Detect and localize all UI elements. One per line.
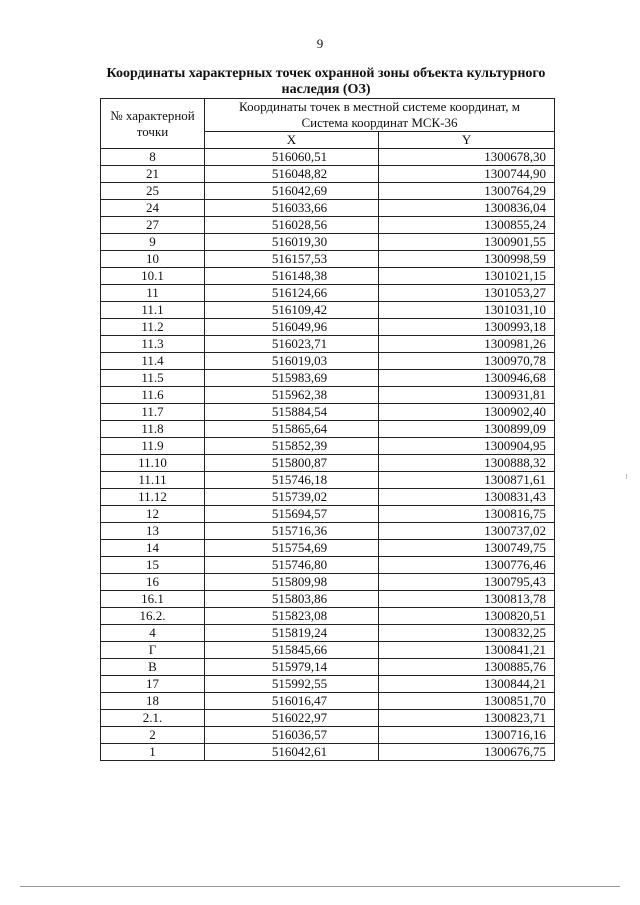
table-row	[101, 727, 555, 744]
y-coordinate-cell: 1300970,78	[379, 353, 555, 370]
point-number-cell: В	[101, 659, 205, 676]
point-number-cell: 2.1.	[101, 710, 205, 727]
x-coordinate-cell: 515992,55	[205, 676, 379, 693]
y-coordinate-cell: 1300831,43	[379, 489, 555, 506]
y-coordinate-cell: 1300851,70	[379, 693, 555, 710]
table-row	[101, 404, 555, 421]
y-coordinate-cell: 1300899,09	[379, 421, 555, 438]
point-number-cell: 11.7	[101, 404, 205, 421]
point-number-cell: 12	[101, 506, 205, 523]
margin-mark	[626, 474, 627, 479]
x-coordinate-cell: 515962,38	[205, 387, 379, 404]
table-row	[101, 506, 555, 523]
point-number-cell: 17	[101, 676, 205, 693]
x-coordinate-cell: 515823,08	[205, 608, 379, 625]
point-number-cell: 16	[101, 574, 205, 591]
y-coordinate-cell: 1301053,27	[379, 285, 555, 302]
table-row	[101, 676, 555, 693]
table-body	[101, 149, 555, 761]
x-coordinate-cell: 515746,18	[205, 472, 379, 489]
x-coordinate-cell: 516028,56	[205, 217, 379, 234]
point-number-cell: 8	[101, 149, 205, 166]
y-coordinate-cell: 1300795,43	[379, 574, 555, 591]
y-coordinate-cell: 1300776,46	[379, 557, 555, 574]
y-coordinate-cell: 1300841,21	[379, 642, 555, 659]
y-coordinate-cell: 1300678,30	[379, 149, 555, 166]
table-row	[101, 421, 555, 438]
table-row	[101, 693, 555, 710]
y-coordinate-cell: 1300676,75	[379, 744, 555, 761]
x-coordinate-cell: 515845,66	[205, 642, 379, 659]
x-coordinate-cell: 516042,69	[205, 183, 379, 200]
table-row	[101, 557, 555, 574]
table-row	[101, 251, 555, 268]
table-row	[101, 319, 555, 336]
table-row	[101, 200, 555, 217]
point-number-cell: 11.9	[101, 438, 205, 455]
y-coordinate-cell: 1301021,15	[379, 268, 555, 285]
x-coordinate-cell: 515739,02	[205, 489, 379, 506]
y-coordinate-cell: 1300744,90	[379, 166, 555, 183]
table-row	[101, 489, 555, 506]
x-coordinate-cell: 515746,80	[205, 557, 379, 574]
point-number-cell: 11.5	[101, 370, 205, 387]
point-number-cell: 11.4	[101, 353, 205, 370]
table-row	[101, 234, 555, 251]
table-row	[101, 608, 555, 625]
point-number-cell: Г	[101, 642, 205, 659]
point-number-cell: 16.2.	[101, 608, 205, 625]
point-number-cell: 11.12	[101, 489, 205, 506]
point-number-cell: 27	[101, 217, 205, 234]
table-row	[101, 659, 555, 676]
column-header-x: X	[205, 132, 379, 149]
x-coordinate-cell: 516049,96	[205, 319, 379, 336]
x-coordinate-cell: 516060,51	[205, 149, 379, 166]
point-number-cell: 11.10	[101, 455, 205, 472]
table-row	[101, 370, 555, 387]
coordinates-caption: Координаты точек в местной системе координат, м	[239, 99, 520, 114]
table-row	[101, 183, 555, 200]
x-coordinate-cell: 516148,38	[205, 268, 379, 285]
y-coordinate-cell: 1300901,55	[379, 234, 555, 251]
point-number-cell: 11.3	[101, 336, 205, 353]
table-row	[101, 574, 555, 591]
y-coordinate-cell: 1300993,18	[379, 319, 555, 336]
column-header-y: Y	[379, 132, 555, 149]
table-row	[101, 455, 555, 472]
x-coordinate-cell: 516109,42	[205, 302, 379, 319]
x-coordinate-cell: 516016,47	[205, 693, 379, 710]
page-number: 9	[316, 36, 324, 51]
x-coordinate-cell: 515716,36	[205, 523, 379, 540]
y-coordinate-cell: 1300716,16	[379, 727, 555, 744]
coordinates-table	[100, 98, 555, 761]
x-coordinate-cell: 515800,87	[205, 455, 379, 472]
x-coordinate-cell: 516036,57	[205, 727, 379, 744]
table-row	[101, 149, 555, 166]
y-coordinate-cell: 1300904,95	[379, 438, 555, 455]
point-number-cell: 16.1	[101, 591, 205, 608]
x-coordinate-cell: 515979,14	[205, 659, 379, 676]
y-coordinate-cell: 1300888,32	[379, 455, 555, 472]
point-number-cell: 4	[101, 625, 205, 642]
y-coordinate-cell: 1300820,51	[379, 608, 555, 625]
y-coordinate-cell: 1300871,61	[379, 472, 555, 489]
x-coordinate-cell: 515694,57	[205, 506, 379, 523]
y-coordinate-cell: 1300855,24	[379, 217, 555, 234]
coordinate-system-caption: Система координат МСК-36	[301, 115, 458, 130]
x-coordinate-cell: 515852,39	[205, 438, 379, 455]
point-number-cell: 10	[101, 251, 205, 268]
y-coordinate-cell: 1300836,04	[379, 200, 555, 217]
x-coordinate-cell: 516124,66	[205, 285, 379, 302]
point-number-cell: 13	[101, 523, 205, 540]
x-coordinate-cell: 516157,53	[205, 251, 379, 268]
table-row	[101, 523, 555, 540]
document-title: Координаты характерных точек охранной зоны объекта культурного наследия (ОЗ)	[106, 66, 546, 97]
column-header-point-number: № характерной точки	[101, 99, 205, 149]
y-coordinate-cell: 1300931,81	[379, 387, 555, 404]
x-coordinate-cell: 516023,71	[205, 336, 379, 353]
point-number-cell: 1	[101, 744, 205, 761]
x-coordinate-cell: 516019,03	[205, 353, 379, 370]
y-coordinate-cell: 1300749,75	[379, 540, 555, 557]
point-number-cell: 21	[101, 166, 205, 183]
x-coordinate-cell: 516048,82	[205, 166, 379, 183]
table-row	[101, 625, 555, 642]
table-row	[101, 268, 555, 285]
table-row	[101, 302, 555, 319]
point-number-cell: 9	[101, 234, 205, 251]
y-coordinate-cell: 1301031,10	[379, 302, 555, 319]
table-row	[101, 166, 555, 183]
x-coordinate-cell: 515983,69	[205, 370, 379, 387]
y-coordinate-cell: 1300832,25	[379, 625, 555, 642]
x-coordinate-cell: 516033,66	[205, 200, 379, 217]
table-row	[101, 591, 555, 608]
y-coordinate-cell: 1300885,76	[379, 659, 555, 676]
point-number-cell: 10.1	[101, 268, 205, 285]
point-number-cell: 25	[101, 183, 205, 200]
table-row	[101, 642, 555, 659]
table-row	[101, 387, 555, 404]
x-coordinate-cell: 515865,64	[205, 421, 379, 438]
x-coordinate-cell: 516019,30	[205, 234, 379, 251]
table-row	[101, 438, 555, 455]
point-number-cell: 14	[101, 540, 205, 557]
x-coordinate-cell: 516022,97	[205, 710, 379, 727]
point-number-cell: 11	[101, 285, 205, 302]
column-header-coordinates	[205, 99, 555, 132]
point-number-cell: 15	[101, 557, 205, 574]
y-coordinate-cell: 1300816,75	[379, 506, 555, 523]
y-coordinate-cell: 1300813,78	[379, 591, 555, 608]
table-row	[101, 472, 555, 489]
table-row	[101, 710, 555, 727]
table-row	[101, 285, 555, 302]
x-coordinate-cell: 515754,69	[205, 540, 379, 557]
point-number-cell: 11.6	[101, 387, 205, 404]
y-coordinate-cell: 1300823,71	[379, 710, 555, 727]
y-coordinate-cell: 1300998,59	[379, 251, 555, 268]
table-row	[101, 217, 555, 234]
x-coordinate-cell: 516042,61	[205, 744, 379, 761]
y-coordinate-cell: 1300946,68	[379, 370, 555, 387]
x-coordinate-cell: 515819,24	[205, 625, 379, 642]
table-row	[101, 336, 555, 353]
x-coordinate-cell: 515803,86	[205, 591, 379, 608]
table-row	[101, 353, 555, 370]
point-number-cell: 24	[101, 200, 205, 217]
point-number-cell: 11.1	[101, 302, 205, 319]
point-number-cell: 2	[101, 727, 205, 744]
table-row	[101, 540, 555, 557]
y-coordinate-cell: 1300902,40	[379, 404, 555, 421]
point-number-cell: 11.8	[101, 421, 205, 438]
y-coordinate-cell: 1300764,29	[379, 183, 555, 200]
y-coordinate-cell: 1300844,21	[379, 676, 555, 693]
x-coordinate-cell: 515809,98	[205, 574, 379, 591]
point-number-cell: 18	[101, 693, 205, 710]
y-coordinate-cell: 1300737,02	[379, 523, 555, 540]
x-coordinate-cell: 515884,54	[205, 404, 379, 421]
y-coordinate-cell: 1300981,26	[379, 336, 555, 353]
bottom-divider	[20, 886, 620, 887]
table-row	[101, 744, 555, 761]
point-number-cell: 11.2	[101, 319, 205, 336]
point-number-cell: 11.11	[101, 472, 205, 489]
